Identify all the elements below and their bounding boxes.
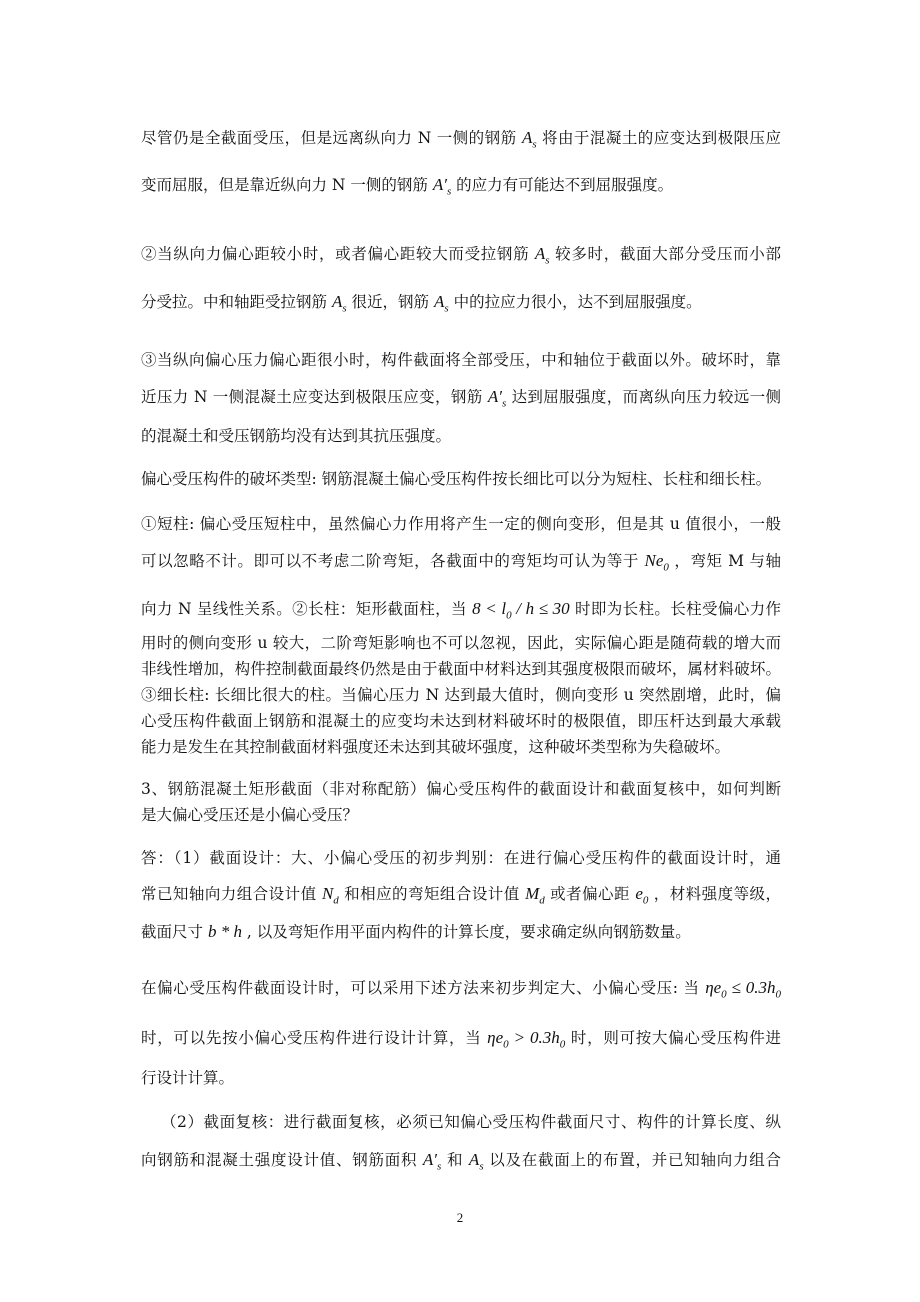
math-symbol [468,1150,484,1173]
text-line [141,1026,781,1050]
math-symbol [705,978,727,1001]
text-segment: 偏心受压构件的破坏类型: 钢筋混凝土偏心受压构件按长细比可以分为短柱、长柱和细长柱。 [141,470,772,488]
text-segment: 和相应的弯矩组合设计值 [338,885,526,903]
math-symbol [321,884,339,907]
text-segment: 分受拉。中和轴距受拉钢筋 [141,293,332,311]
math-subscript: 0 [559,1038,566,1051]
text-line [141,173,781,197]
text-segment: 中的拉应力很小，达不到屈服强度。 [448,293,702,311]
text-segment: 向钢筋和混凝土强度设计值、钢筋面积 [141,1151,423,1169]
text-line [141,126,781,150]
math-subscript: s [444,302,449,315]
text-line [141,803,781,825]
text-segment: 答：（1）截面设计：大、小偏心受压的初步判别：在进行偏心受压构件的截面设计时，通 [141,849,781,867]
math-symbol [644,551,669,574]
math-base: A [534,244,546,263]
math-subscript: 0 [642,894,649,907]
text-line [141,709,781,731]
math-subscript: 0 [506,609,512,622]
math-base: A [521,128,533,147]
text-line [141,424,781,446]
text-segment: 或者偏心距 [544,885,636,903]
math-base: / h ≤ 30 [511,599,570,618]
math-base: ηe [487,1028,504,1047]
math-subscript: 0 [721,988,727,1001]
math-base: M [525,884,540,903]
text-line [141,846,781,868]
math-subscript: s [501,397,507,410]
math-subscript: s [479,1160,484,1173]
math-base: A′ [432,175,447,194]
text-segment: 较多时，截面大部分受压而小部 [549,245,781,263]
text-line [141,348,781,370]
math-subscript: s [342,302,347,315]
text-segment: 达到屈服强度，而离纵向压力较远一侧 [506,388,781,406]
math-subscript: 0 [775,988,781,1001]
text-line [141,549,781,573]
text-segment: 很近，钢筋 [346,293,434,311]
text-line [141,920,781,942]
text-segment: 的应力有可能达不到屈服强度。 [451,176,674,194]
text-line [141,683,781,705]
text-segment: 心受压构件截面上钢筋和混凝土的应变均未达到材料破坏时的极限值，即压杆达到最大承载 [141,712,781,730]
text-line [161,1110,781,1132]
math-base: ηe [705,978,722,997]
math-base: N [321,884,334,903]
math-base: b * h [207,922,242,941]
math-base: A′ [422,1150,438,1169]
text-segment: 3、钢筋混凝土矩形截面（非对称配筋）偏心受压构件的截面设计和截面复核中，如何判断 [141,780,781,798]
text-line [141,631,781,653]
text-segment: ③当纵向偏心压力偏心距很小时，构件截面将全部受压，中和轴位于截面以外。破坏时，靠 [141,351,781,369]
math-base: e [635,884,643,903]
text-line [141,735,781,757]
text-segment: 的混凝土和受压钢筋均没有达到其抗压强度。 [141,427,452,445]
text-segment: 以及在截面上的布置，并已知轴向力组合 [483,1151,782,1169]
text-segment: 用时的侧向变形 u 较大，二阶弯矩影响也不可以忽视，因此，实际偏心距是随荷载的增大而 [141,634,781,652]
math-subscript: 0 [503,1038,509,1051]
text-segment: 非线性增加，构件控制截面最终仍然是由于截面中材料达到其强度极限而破坏，属材料破坏。 [141,660,781,678]
text-segment: 可以忽略不计。即可以不考虑二阶弯矩，各截面中的弯矩均可认为等于 [141,552,645,570]
text-segment: 时即为长柱。长柱受偏心力作 [569,600,781,618]
math-symbol [472,599,512,622]
math-symbol [331,292,347,315]
math-subscript: d [333,894,339,907]
text-segment: 时，则可按大偏心受压构件进 [565,1029,781,1047]
text-line [141,290,781,314]
math-base: A′ [487,387,502,406]
math-base: > 0.3h [508,1028,560,1047]
math-symbol [525,884,545,907]
math-symbol [508,1028,566,1051]
text-segment: ③细长柱: 长细比很大的柱。当偏心压力 N 达到最大值时，侧向变形 u 突然剧增，此时，偏 [141,686,781,704]
math-symbol [487,1028,509,1051]
math-subscript: s [545,254,550,267]
text-segment: 常已知轴向力组合设计值 [141,885,322,903]
text-segment: 能力是发生在其控制截面材料强度还未达到其破坏强度，这种破坏类型称为失稳破坏。 [141,738,731,756]
text-segment: 行设计计算。 [141,1069,235,1087]
text-segment: ①短柱: 偏心受压短柱中，虽然偏心力作用将产生一定的侧向变形，但是其 u 值很小，一般 [141,515,781,533]
text-segment: ，弯矩 M 与轴 [668,552,781,570]
text-segment: 和 [441,1151,469,1169]
math-subscript: d [539,894,545,907]
math-subscript: s [446,185,452,198]
math-symbol [487,387,507,410]
math-subscript: s [532,138,537,151]
math-base: A [468,1150,480,1169]
math-symbol [208,922,242,941]
math-base: ≤ 0.3h [726,978,776,997]
math-base: Ne [644,551,664,570]
text-line [141,467,781,489]
text-segment: 变而屈服，但是靠近纵向力 N 一侧的钢筋 [141,176,433,194]
text-line [141,882,781,906]
text-segment: 时，可以先按小偏心受压构件进行设计计算，当 [141,1029,488,1047]
math-symbol [433,292,449,315]
math-base: A [433,292,445,311]
text-segment: 在偏心受压构件截面设计时，可以采用下述方法来初步判定大、小偏心受压: 当 [141,979,706,997]
text-segment: 是大偏心受压还是小偏心受压？ [141,806,359,824]
text-segment: 将由于混凝土的应变达到极限压应 [536,129,781,147]
math-symbol [422,1150,442,1173]
math-symbol [635,884,649,907]
text-line [141,385,781,409]
math-subscript: 0 [663,561,669,574]
math-symbol [534,244,550,267]
text-line [141,597,781,621]
text-line [141,512,781,534]
text-segment: ②当纵向力偏心距较小时，或者偏心距较大而受拉钢筋 [141,245,535,263]
math-symbol [726,978,781,1001]
text-line [141,976,781,1000]
math-symbol [432,175,452,198]
page-number: 2 [456,1210,464,1225]
math-symbol [521,128,537,151]
text-segment: 截面尺寸 [141,923,208,941]
math-symbol [512,599,570,618]
text-line [141,1066,781,1088]
math-base: 8 < l [472,599,507,618]
text-segment: （2）截面复核：进行截面复核，必须已知偏心受压构件截面尺寸、构件的计算长度、纵 [161,1113,781,1131]
text-line [141,657,781,679]
text-segment: , 以及弯矩作用平面内构件的计算长度，要求确定纵向钢筋数量。 [241,923,691,941]
text-line [141,1148,781,1172]
text-line [141,242,781,266]
text-segment: 向力 N 呈线性关系。②长柱：矩形截面柱，当 [141,600,473,618]
text-line [141,777,781,799]
text-segment: ，材料强度等级， [648,885,782,903]
text-segment: 尽管仍是全截面受压，但是远离纵向力 N 一侧的钢筋 [141,129,522,147]
text-segment: 近压力 N 一侧混凝土应变达到极限压应变，钢筋 [141,388,488,406]
math-base: A [331,292,343,311]
math-subscript: s [437,1160,442,1173]
